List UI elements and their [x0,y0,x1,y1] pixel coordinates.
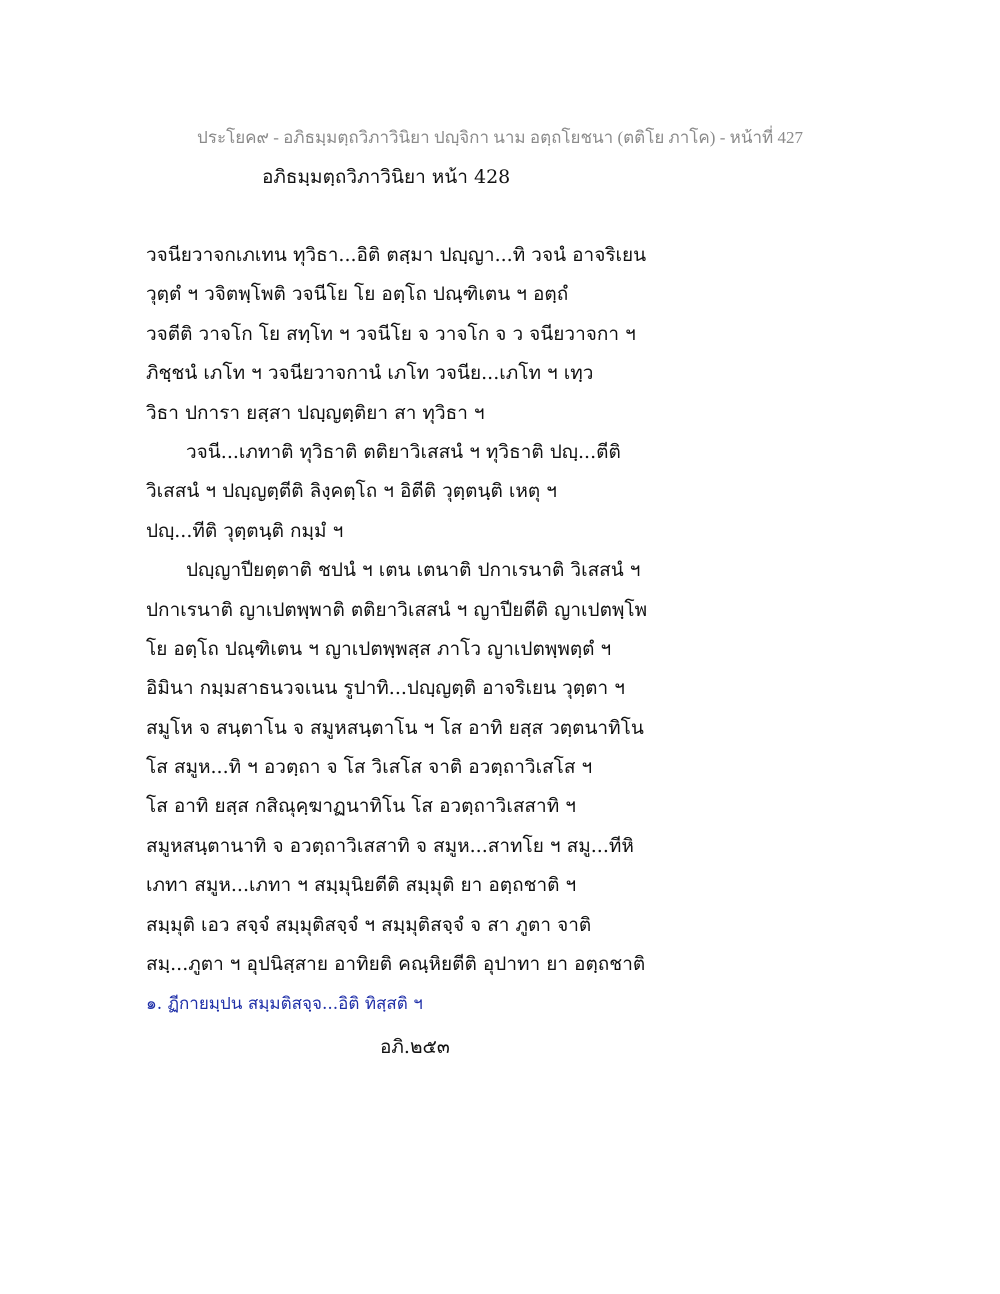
text-line: สมฺ...ภูตา ฯ อุปนิสฺสาย อาทิยติ คณฺหิยตีติ อุปาทา ยา อตฺถชาติ [146,953,646,976]
page-heading: อภิธมฺมตฺถวิภาวินิยา หน้า 428 [262,166,511,188]
text-line: สมูโห จ สนฺตาโน จ สมูหสนฺตาโน ฯ โส อาทิ ยสฺส วตฺตนาทิโน [146,716,644,739]
running-header: ประโยค๙ - อภิธมฺมตฺถวิภาวินิยา ปญฺจิกา นาม อตฺถโยชนา (ตติโย ภาโค) - หน้าที่ 427 [197,128,803,147]
text-line: เภทา สมูห...เภทา ฯ สมฺมุนิยตีติ สมฺมุติ ยา อตฺถชาติ ฯ [146,874,577,897]
text-line: อิมินา กมฺมสาธนวจเนน รูปาทิ...ปญฺญตฺติ อาจริเยน วุตฺตา ฯ [146,677,625,700]
body-text [146,236,866,984]
text-line: ปญฺ...ทีติ วุตฺตนฺติ กมฺมํ ฯ [146,519,344,542]
text-line: วจตีติ วาจโก โย สทฺโท ฯ วจนีโย จ วาจโก จ ว จนียวาจกา ฯ [146,322,636,345]
text-line: โย อตฺโถ ปณฺฑิเตน ฯ ญาเปตพฺพสฺส ภาโว ญาเปตพฺพตฺตํ ฯ [146,637,612,660]
footnote: ๑. ฏีกายมฺปน สมฺมติสจฺจ...อิติ ทิสฺสติ ฯ [146,994,423,1014]
text-line: ปญฺญาปียตฺตาติ ชปนํ ฯ เตน เตนาติ ปกาเรนาติ วิเสสนํ ฯ [186,559,641,582]
page-reference: อภิ.๒๕๓ [380,1036,450,1058]
text-line: วิธา ปการา ยสฺสา ปญฺญตฺติยา สา ทุวิธา ฯ [146,401,485,424]
text-line: วุตฺตํ ฯ วจิตพฺโพติ วจนีโย โย อตฺโถ ปณฺฑิเตน ฯ อตฺถํ [146,283,569,306]
text-line: โส สมูห...ทิ ฯ อวตฺถา จ โส วิเสโส จาติ อวตฺถาวิเสโส ฯ [146,756,593,779]
text-line: สมูหสนฺตานาทิ จ อวตฺถาวิเสสาทิ จ สมูห...สาทโย ฯ สมู...ทีหิ [146,834,634,857]
text-line: วิเสสนํ ฯ ปญฺญตฺตีติ ลิงฺคตฺโถ ฯ อิตีติ วุตฺตนฺติ เหตุ ฯ [146,480,557,503]
text-line: โส อาทิ ยสฺส กสิณุคฺฆาฏนาทิโน โส อวตฺถาวิเสสาทิ ฯ [146,795,576,818]
text-line: สมฺมุติ เอว สจฺจํ สมฺมุติสจฺจํ ฯ สมฺมุติสจฺจํ จ สา ภูตา จาติ [146,913,592,936]
text-line: ปกาเรนาติ ญาเปตพฺพาติ ตติยาวิเสสนํ ฯ ญาปียตีติ ญาเปตพฺโพ [146,598,648,621]
text-line: วจนียวาจกเภเทน ทุวิธา...อิติ ตสฺมา ปญฺญา...ทิ วจนํ อาจริเยน [146,244,647,266]
text-line: ภิชฺชนํ เภโท ฯ วจนียวาจกานํ เภโท วจนีย...เภโท ฯ เทฺว [146,362,594,385]
text-line: วจนี...เภทาติ ทุวิธาติ ตติยาวิเสสนํ ฯ ทุวิธาติ ปญฺ...ตีติ [186,440,621,463]
